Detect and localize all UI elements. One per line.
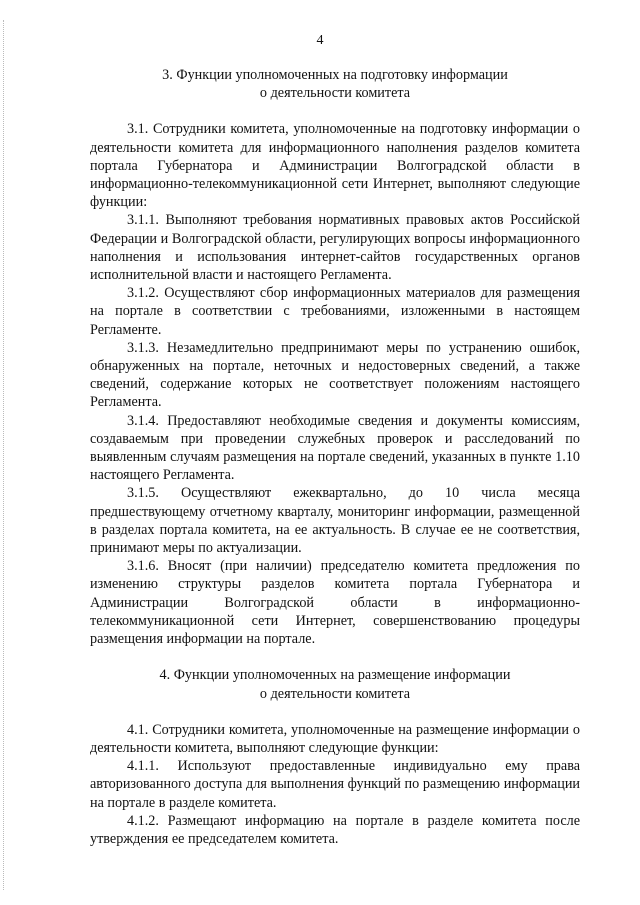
paragraph-4-1: 4.1. Сотрудники комитета, уполномоченные на размещение информации о деятельности комитета, выполняют следующие функции: (90, 721, 580, 756)
paragraph-3-1-3: 3.1.3. Незамедлительно предпринимают меры по устранению ошибок, обнаруженных на портале, неточных и недостоверных сведений, а также сведений, содержание которых не соответствует положениям настоящего Регламента. (90, 339, 580, 411)
scan-edge-marks (3, 20, 6, 890)
paragraph-3-1-4: 3.1.4. Предоставляют необходимые сведения и документы комиссиям, создаваемым при проведении служебных проверок и расследований по выявленным случаям размещения на портале сведений, указанных в пункте 1.10 настоящего Регламента. (90, 412, 580, 484)
paragraph-3-1-5: 3.1.5. Осуществляют ежеквартально, до 10 числа месяца предшествующему отчетному кварталу, мониторинг информации, размещенной в разделах портала комитета, на ее актуальность. В случае ее не соответствия, принимают меры по актуализации. (90, 485, 580, 557)
paragraph-3-1-1: 3.1.1. Выполняют требования нормативных правовых актов Российской Федерации и Волгоградской области, регулирующих вопросы информационного наполнения и использования интернет-сайтов государственных органов исполнительной власти и настоящего Регламента. (90, 212, 580, 284)
section-4-heading-line-1: 4. Функции уполномоченных на размещение информации (159, 667, 511, 684)
paragraph-4-1-2: 4.1.2. Размещают информацию на портале в разделе комитета после утверждения ее председателем комитета. (90, 812, 580, 847)
page-number: 4 (316, 33, 324, 48)
section-3-heading (90, 66, 580, 102)
paragraph-3-1-2: 3.1.2. Осуществляют сбор информационных материалов для размещения на портале в соответствии с требованиями, изложенными в настоящем Регламенте. (90, 285, 580, 338)
document-body (90, 66, 580, 848)
section-4-heading (90, 666, 580, 702)
paragraph-4-1-1: 4.1.1. Используют предоставленные индивидуально ему права авторизованного доступа для выполнения функций по размещению информации на портале в разделе комитета. (90, 758, 580, 811)
paragraph-3-1-6: 3.1.6. Вносят (при наличии) председателю комитета предложения по изменению структуры разделов комитета портала Губернатора и Администрации Волгоградской области в информационно-телекоммуникационной сети Интернет, совершенствованию процедуры размещения информации на портале. (90, 558, 580, 648)
section-4-heading-line-2: о деятельности комитета (259, 685, 411, 702)
section-3-heading-line-1: 3. Функции уполномоченных на подготовку информации (162, 67, 508, 83)
paragraph-3-1: 3.1. Сотрудники комитета, уполномоченные на подготовку информации о деятельности комитета для информационного наполнения разделов комитета портала Губернатора и Администрации Волгоградской области в информационно-телекоммуникационной сети Интернет, выполняют следующие функции: (90, 121, 580, 211)
section-3-heading-line-2: о деятельности комитета (259, 85, 411, 102)
